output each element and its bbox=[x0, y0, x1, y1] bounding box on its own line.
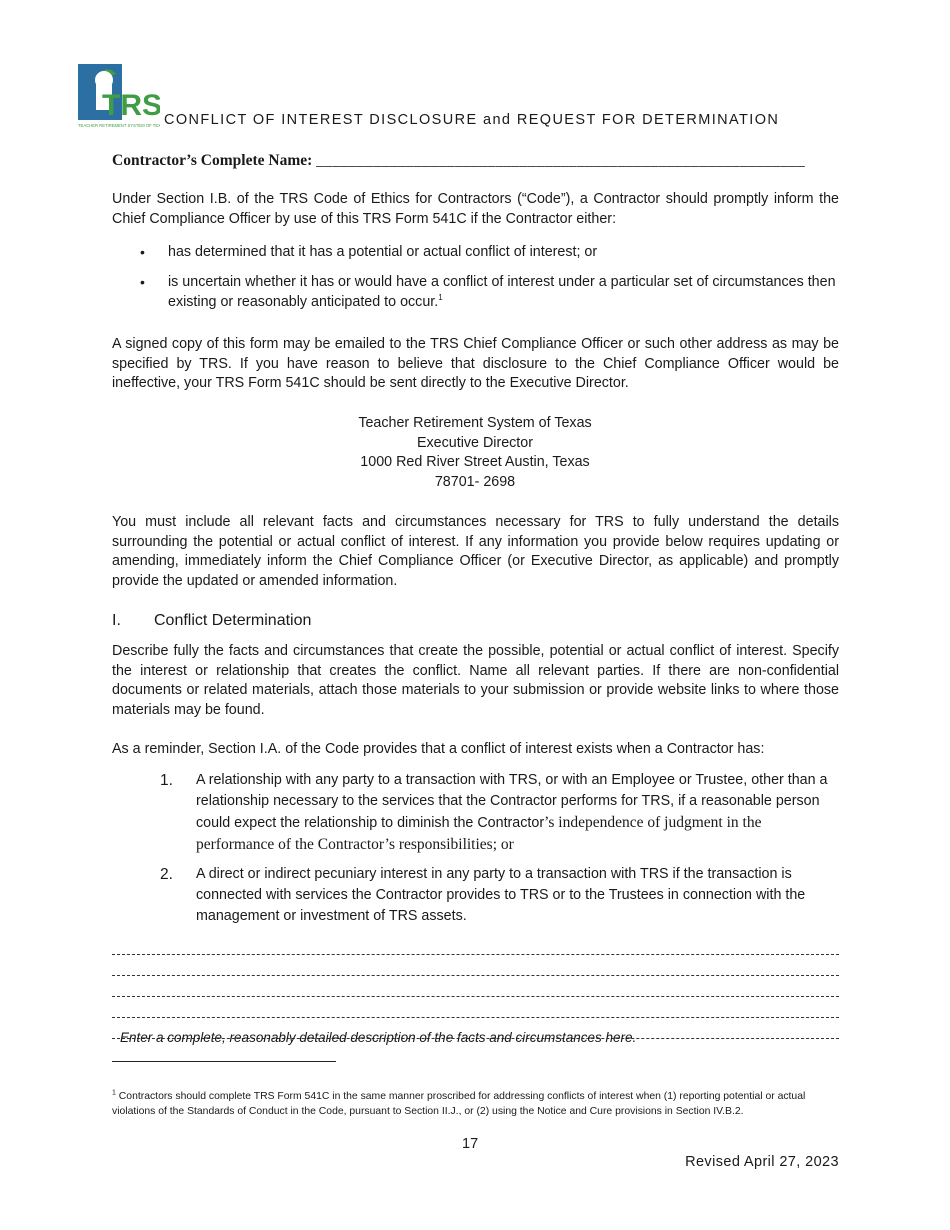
reminder-paragraph: As a reminder, Section I.A. of the Code provides that a conflict of interest exists when a Contractor has: bbox=[112, 741, 765, 757]
intro-paragraph bbox=[112, 190, 839, 229]
address-line: 1000 Red River Street Austin, Texas bbox=[360, 454, 590, 471]
item-text: A direct or indirect pecuniary interest in any party to a transaction with TRS if the transaction is connected with services the Contractor provides to TRS or to the Trustees in connection with the management or investment of TRS assets. bbox=[196, 866, 806, 924]
address-line: 78701- 2698 bbox=[434, 473, 516, 490]
footnote-marker: 1 bbox=[112, 1089, 116, 1097]
item-text-cont: ’s independence of judgment in the performance of the Contractor’s responsibilities; or bbox=[196, 814, 762, 853]
submission-paragraph: A signed copy of this form may be emailed to the TRS Chief Compliance Officer or such other address as may be specified by TRS. If you have reason to believe that disclosure to the Chief Compliance Officer would be ineffective, your TRS Form 541C should be sent directly to the Executive Director. bbox=[112, 336, 839, 392]
section-title: Conflict Determination bbox=[154, 612, 312, 629]
section-paragraph: Describe fully the facts and circumstances that create the possible, potential or actual conflict of interest. Specify the interest or relationship that creates the conflict. Name all relevant parties. If there are non-confidential documents or related materials, attach those materials to your submission or provide website links to where those materials may be found. bbox=[112, 643, 839, 718]
mailing-address bbox=[300, 414, 650, 492]
bullet-text: is uncertain whether it has or would have a conflict of interest under a particular set of circumstances then existing or reasonably anticipated to occur. bbox=[168, 274, 836, 310]
intro-text: Under Section I.B. of the TRS Code of Ethics for Contractors (“Code”), a Contractor should promptly inform the Chief Compliance Officer by use of this TRS Form 541C if the Contractor either: bbox=[112, 191, 839, 227]
item-number: 1. bbox=[160, 772, 173, 789]
fill-line[interactable] bbox=[112, 1001, 839, 1022]
trs-logo bbox=[78, 64, 160, 128]
form-title: CONFLICT OF INTEREST DISCLOSURE and REQUEST FOR DETERMINATION bbox=[164, 112, 780, 128]
item-text: A relationship with any party to a transaction with TRS, or with an Employee or Trustee, other than a relationship necessary to the services that the Contractor performs for TRS, if a reasonable person could expect the relationship to diminish the Contractor bbox=[196, 772, 828, 831]
address-line: Executive Director bbox=[416, 434, 533, 451]
logo-text: TRS bbox=[102, 89, 160, 122]
section-heading bbox=[112, 612, 311, 630]
fill-line[interactable] bbox=[112, 980, 839, 1001]
conflict-criteria-list bbox=[160, 770, 840, 935]
bullet-text: has determined that it has a potential or actual conflict of interest; or bbox=[168, 244, 598, 260]
bullet-icon: • bbox=[140, 274, 145, 290]
footnote bbox=[112, 1089, 842, 1119]
description-field[interactable] bbox=[112, 938, 839, 1043]
list-item bbox=[160, 864, 840, 927]
intro-bullets bbox=[140, 242, 840, 322]
page-number: 17 bbox=[462, 1136, 479, 1152]
description-hint: Enter a complete, reasonably detailed description of the facts and circumstances here. bbox=[120, 1030, 637, 1045]
footnote-text: Contractors should complete TRS Form 541C in the same manner proscribed for addressing conflicts of interest when (1) reporting potential or actual violations of the Standards of Conduct in the Code, pursuant to Section II.J., or (2) using the Notice and Cure provisions in Section IV.B.2. bbox=[112, 1091, 806, 1117]
footnote-ref[interactable]: 1 bbox=[438, 293, 443, 303]
logo-tagline: TEACHER RETIREMENT SYSTEM OF TEXAS bbox=[78, 123, 160, 128]
contractor-name-field[interactable]: ____________________________________________________________ bbox=[316, 152, 806, 169]
fill-line[interactable] bbox=[112, 959, 839, 980]
list-item bbox=[140, 242, 840, 262]
section-number: I. bbox=[112, 612, 121, 629]
item-number: 2. bbox=[160, 866, 173, 883]
footnote-divider bbox=[112, 1061, 336, 1062]
contractor-name-row bbox=[112, 152, 842, 170]
facts-paragraph: You must include all relevant facts and circumstances necessary for TRS to fully understand the details surrounding the potential or actual conflict of interest. If any information you provide below requires updating or amending, immediately inform the Chief Compliance Officer (or Executive Director, as applicable) and promptly provide the updated or amended information. bbox=[112, 514, 839, 589]
address-line: Teacher Retirement System of Texas bbox=[358, 415, 592, 431]
contractor-name-label: Contractor’s Complete Name: bbox=[112, 152, 313, 169]
list-item bbox=[160, 770, 840, 856]
bullet-icon: • bbox=[140, 244, 145, 260]
revision-date: Revised April 27, 2023 bbox=[685, 1154, 839, 1170]
list-item bbox=[140, 272, 840, 312]
fill-line[interactable] bbox=[112, 938, 839, 959]
